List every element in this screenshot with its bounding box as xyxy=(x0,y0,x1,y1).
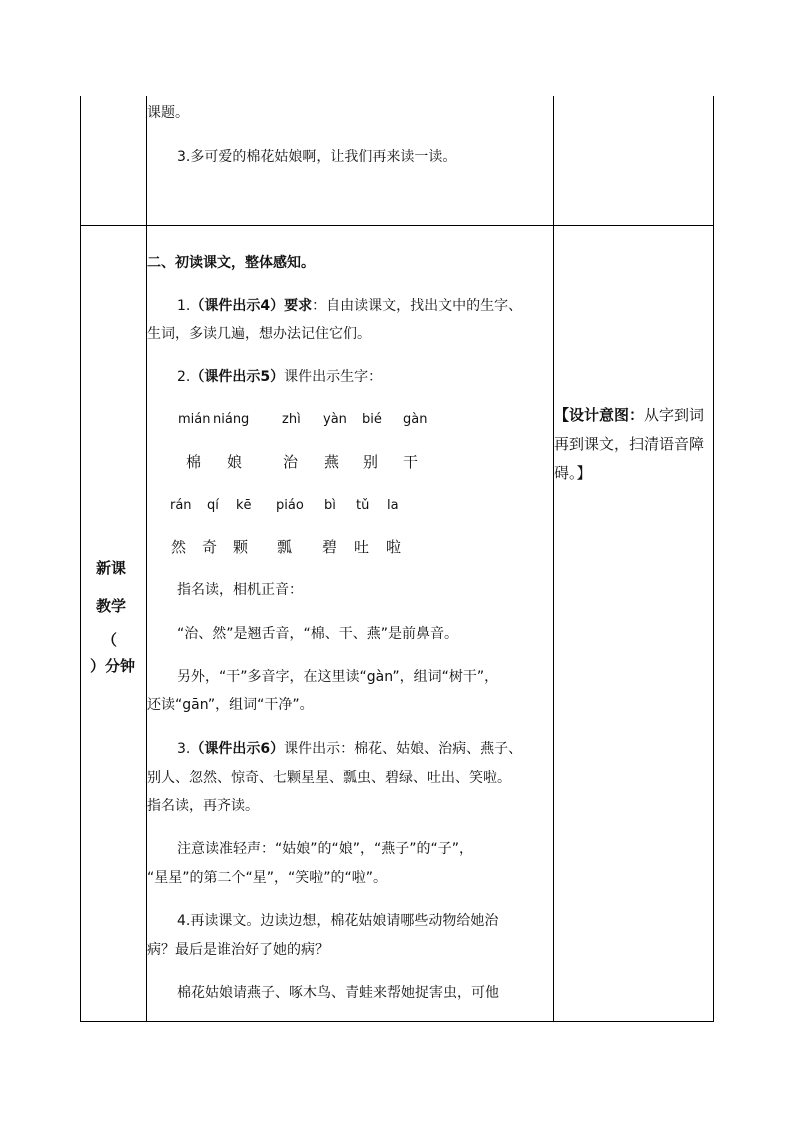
hanzi: 碧 xyxy=(322,538,338,556)
table-right-border xyxy=(713,96,714,1022)
paragraph-1-line-1 xyxy=(177,296,522,316)
hanzi: 干 xyxy=(403,453,419,471)
pinyin: piáo xyxy=(276,498,304,513)
paragraph-6-line-3: 指名读，再齐读。 xyxy=(147,798,259,814)
section-heading: 二、初读课文，整体感知。 xyxy=(147,255,315,271)
hanzi: 棉 xyxy=(186,453,202,471)
paragraph-6-line-2: 别人、忽然、惊奇、七颗星星、瓢虫、碧绿、吐出、笑啦。 xyxy=(147,770,511,786)
paragraph-8-line-1: 4.再读课文。边读边想，棉花姑娘请哪些动物给她治 xyxy=(177,913,499,929)
paragraph-7-line-2: “星星”的第二个“星”，“笑啦”的“啦”。 xyxy=(147,870,388,886)
paragraph-2 xyxy=(177,367,382,387)
pinyin: yàn xyxy=(323,412,347,427)
pinyin: gàn xyxy=(403,412,428,427)
hanzi: 奇 xyxy=(202,538,218,556)
paragraph-1-line-2: 生词，多读几遍，想办法记住它们。 xyxy=(147,326,371,342)
pinyin: mián xyxy=(178,412,211,427)
design-intent-line-1 xyxy=(554,404,704,426)
paragraph-5-line-1: 另外，“干”多音字，在这里读“gàn”，组词“树干”， xyxy=(177,669,499,685)
paragraph-5-line-2: 还读“gān”，组词“干净”。 xyxy=(147,697,314,713)
design-intent-text-1: 从字到词 xyxy=(644,406,705,424)
paragraph-1-number: 1. xyxy=(177,298,191,314)
table-col-divider-2 xyxy=(553,96,554,1022)
pinyin: tǔ xyxy=(356,498,370,513)
hanzi: 娘 xyxy=(227,453,243,471)
paragraph-6-number: 3. xyxy=(177,741,191,757)
table-bottom-border xyxy=(80,1021,714,1022)
table-row-divider xyxy=(80,225,714,226)
hanzi: 别 xyxy=(363,453,379,471)
pinyin: la xyxy=(387,498,399,513)
pinyin: bì xyxy=(324,498,336,513)
paragraph-6-bold: （课件出示6） xyxy=(190,741,285,757)
pinyin: zhì xyxy=(282,412,301,427)
hanzi: 燕 xyxy=(324,453,340,471)
hanzi: 吐 xyxy=(354,538,370,556)
paragraph-1-rest: ：自由读课文，找出文中的生字、 xyxy=(312,298,523,314)
hanzi: 然 xyxy=(171,538,187,556)
paragraph-3: 指名读，相机正音： xyxy=(177,582,303,598)
pinyin: kē xyxy=(236,498,252,513)
pinyin: qí xyxy=(207,498,219,513)
pinyin: rán xyxy=(170,498,192,513)
paragraph-4: “治、然”是翘舌音，“棉、干、燕”是前鼻音。 xyxy=(177,626,459,642)
pinyin: niáng xyxy=(213,412,250,427)
paragraph-2-rest: 课件出示生字： xyxy=(284,369,383,385)
top-cell-line-2: 3.多可爱的棉花姑娘啊，让我们再来读一读。 xyxy=(177,149,457,165)
paragraph-8-line-2: 病？最后是谁治好了她的病？ xyxy=(147,942,329,958)
top-cell-line-1: 课题。 xyxy=(147,105,189,121)
design-intent-line-3: 碍。】 xyxy=(554,464,592,482)
design-intent-line-2: 再到课文，扫清语音障 xyxy=(554,435,705,453)
paragraph-6-rest: 课件出示：棉花、姑娘、治病、燕子、 xyxy=(284,741,523,757)
hanzi: 颗 xyxy=(233,538,249,556)
paragraph-6-line-1 xyxy=(177,739,522,759)
paragraph-9: 棉花姑娘请燕子、啄木鸟、青蛙来帮她捉害虫，可他 xyxy=(177,985,499,1001)
section-label-line-3: （ xyxy=(102,631,118,649)
hanzi: 瓢 xyxy=(277,538,293,556)
paragraph-2-number: 2. xyxy=(177,369,191,385)
hanzi: 啦 xyxy=(386,538,402,556)
section-label-line-2: 教学 xyxy=(96,597,127,615)
hanzi: 治 xyxy=(283,453,299,471)
table-left-border xyxy=(80,96,81,1022)
section-label-line-4: ）分钟 xyxy=(90,657,136,675)
paragraph-2-bold: （课件出示5） xyxy=(190,369,285,385)
pinyin: bié xyxy=(362,412,382,427)
paragraph-1-bold: （课件出示4）要求 xyxy=(190,298,313,314)
section-label-line-1: 新课 xyxy=(96,559,127,577)
design-intent-label: 【设计意图： xyxy=(554,406,645,424)
paragraph-7-line-1: 注意读准轻声：“姑娘”的“娘”，“燕子”的“子”， xyxy=(177,841,474,857)
